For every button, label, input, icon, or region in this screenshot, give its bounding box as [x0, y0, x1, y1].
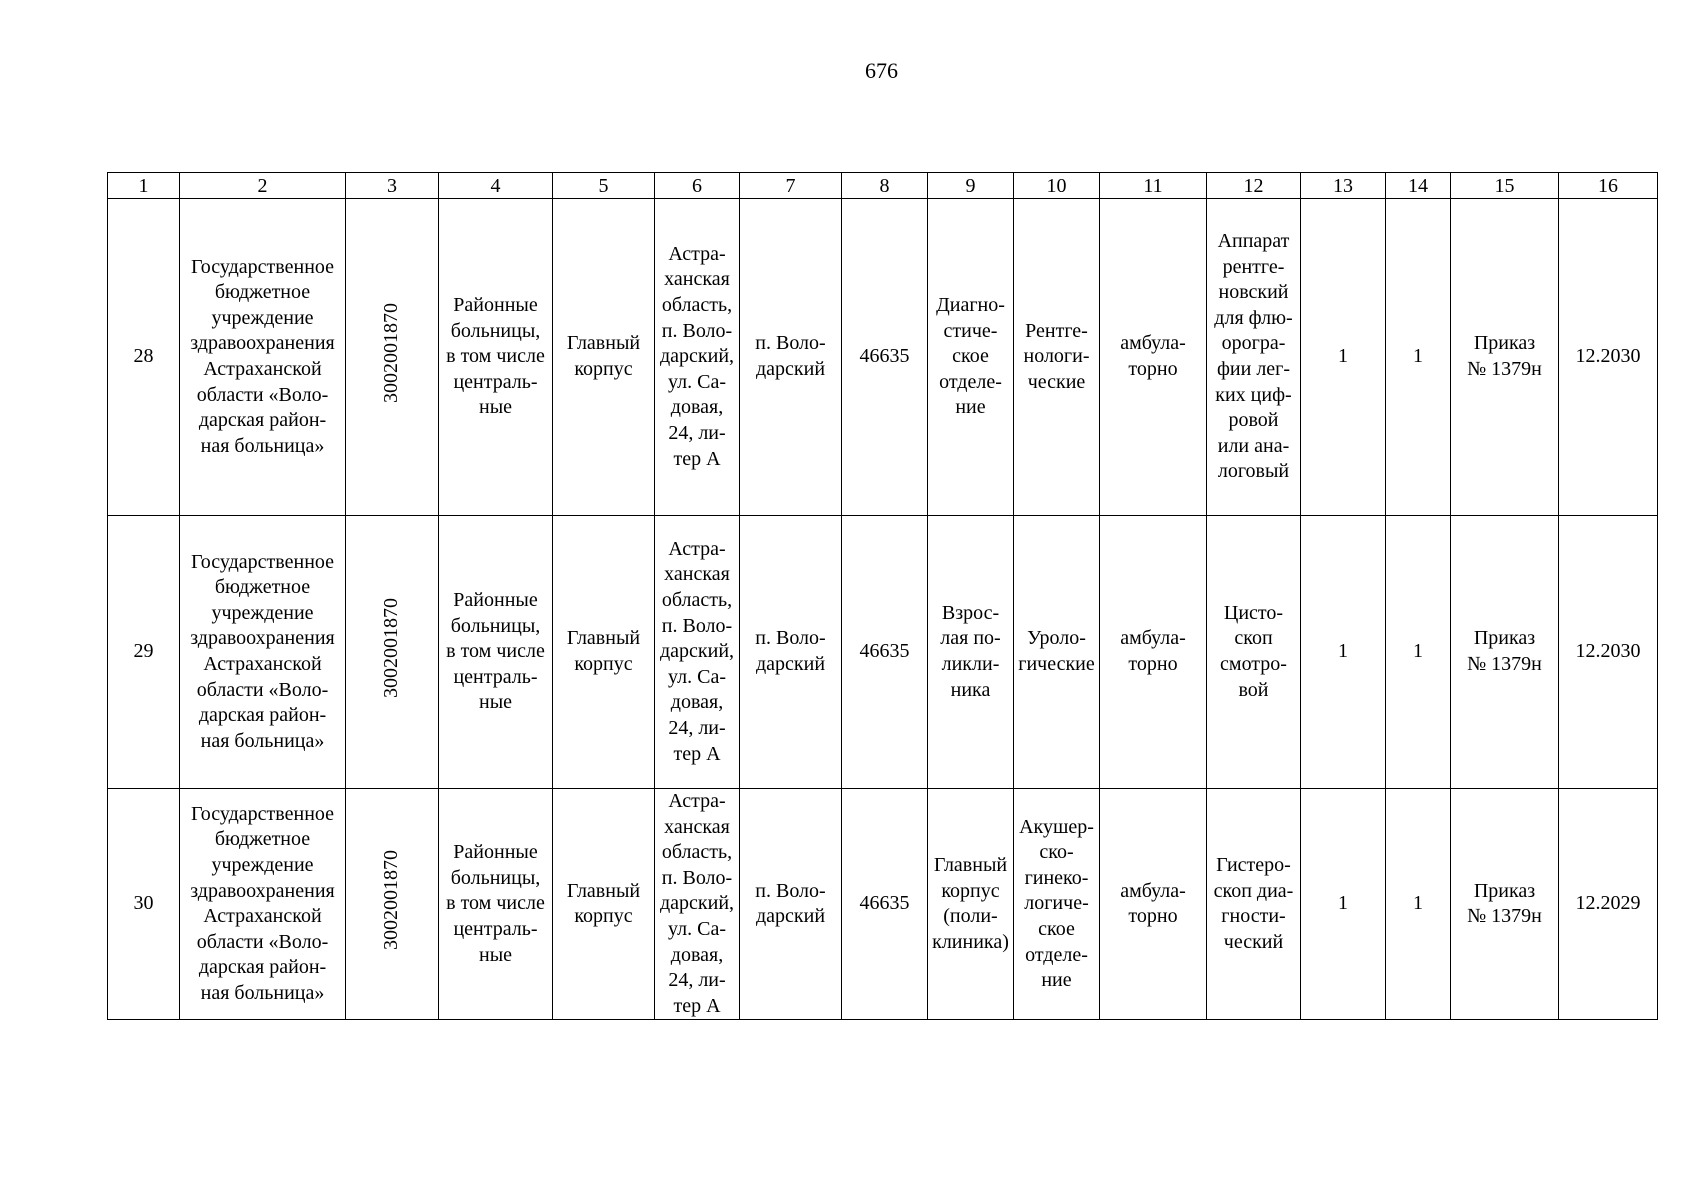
row-number-cell: 29: [108, 516, 180, 789]
column-number: 2: [180, 173, 346, 199]
facility-type-cell: Районные больницы, в том числе централь- ные: [439, 516, 553, 789]
table-row: [108, 199, 1658, 516]
facility-type-cell: Районные больницы, в том числе централь- ные: [439, 199, 553, 516]
column-number: 16: [1559, 173, 1658, 199]
equipment-cell: Цисто- скоп смотро- вой: [1207, 516, 1301, 789]
order-cell: Приказ № 1379н: [1451, 516, 1559, 789]
settlement-cell: п. Воло- дарский: [740, 199, 842, 516]
inn-cell: [346, 789, 439, 1020]
settlement-cell: п. Воло- дарский: [740, 516, 842, 789]
column-number: 3: [346, 173, 439, 199]
inn-text: 3002001870: [380, 598, 403, 699]
quantity-cell: 1: [1386, 789, 1451, 1020]
equipment-table: [107, 172, 1658, 1020]
date-cell: 12.2030: [1559, 199, 1658, 516]
column-number: 4: [439, 173, 553, 199]
code-cell: 46635: [842, 199, 928, 516]
inn-text: 3002001870: [380, 303, 403, 404]
care-form-cell: амбула- торно: [1100, 516, 1207, 789]
column-number: 5: [553, 173, 655, 199]
profile-cell: Уроло- гические: [1014, 516, 1100, 789]
building-cell: Главный корпус: [553, 516, 655, 789]
date-cell: 12.2030: [1559, 516, 1658, 789]
profile-cell: Акушер- ско- гинеко- логиче- ское отделе- ние: [1014, 789, 1100, 1020]
quantity-cell: 1: [1386, 199, 1451, 516]
department-cell: Диагно- стиче- ское отделе- ние: [928, 199, 1014, 516]
equipment-cell: Аппарат рентге- новский для флю- орогра- фии лег- ких циф- ровой или ана- логовый: [1207, 199, 1301, 516]
profile-cell: Рентге- нологи- ческие: [1014, 199, 1100, 516]
department-cell: Главный корпус (поли- клиника): [928, 789, 1014, 1020]
column-number: 6: [655, 173, 740, 199]
facility-type-cell: Районные больницы, в том числе централь- ные: [439, 789, 553, 1020]
column-number: 10: [1014, 173, 1100, 199]
organization-cell: Государственное бюджетное учреждение здравоохранения Астраханской области «Воло- дарская район- ная больница»: [180, 789, 346, 1020]
address-cell: Астра- ханская область, п. Воло- дарский, ул. Са- довая, 24, ли- тер А: [655, 789, 740, 1020]
care-form-cell: амбула- торно: [1100, 199, 1207, 516]
code-cell: 46635: [842, 516, 928, 789]
building-cell: Главный корпус: [553, 789, 655, 1020]
column-number: 14: [1386, 173, 1451, 199]
quantity-cell: 1: [1301, 789, 1386, 1020]
care-form-cell: амбула- торно: [1100, 789, 1207, 1020]
order-cell: Приказ № 1379н: [1451, 789, 1559, 1020]
row-number-cell: 30: [108, 789, 180, 1020]
column-number: 13: [1301, 173, 1386, 199]
column-number: 1: [108, 173, 180, 199]
building-cell: Главный корпус: [553, 199, 655, 516]
address-cell: Астра- ханская область, п. Воло- дарский, ул. Са- довая, 24, ли- тер А: [655, 516, 740, 789]
address-cell: Астра- ханская область, п. Воло- дарский, ул. Са- довая, 24, ли- тер А: [655, 199, 740, 516]
quantity-cell: 1: [1301, 516, 1386, 789]
column-number: 15: [1451, 173, 1559, 199]
equipment-cell: Гистеро- скоп диа- гности- ческий: [1207, 789, 1301, 1020]
organization-cell: Государственное бюджетное учреждение здравоохранения Астраханской области «Воло- дарская район- ная больница»: [180, 199, 346, 516]
column-number: 12: [1207, 173, 1301, 199]
row-number-cell: 28: [108, 199, 180, 516]
inn-cell: [346, 516, 439, 789]
column-number: 8: [842, 173, 928, 199]
organization-cell: Государственное бюджетное учреждение здравоохранения Астраханской области «Воло- дарская район- ная больница»: [180, 516, 346, 789]
table-row: [108, 516, 1658, 789]
code-cell: 46635: [842, 789, 928, 1020]
column-number: 11: [1100, 173, 1207, 199]
quantity-cell: 1: [1386, 516, 1451, 789]
inn-cell: [346, 199, 439, 516]
date-cell: 12.2029: [1559, 789, 1658, 1020]
department-cell: Взрос- лая по- ликли- ника: [928, 516, 1014, 789]
order-cell: Приказ № 1379н: [1451, 199, 1559, 516]
column-number-row: [108, 173, 1658, 199]
quantity-cell: 1: [1301, 199, 1386, 516]
table-row: [108, 789, 1658, 1020]
settlement-cell: п. Воло- дарский: [740, 789, 842, 1020]
inn-text: 3002001870: [380, 850, 403, 951]
column-number: 7: [740, 173, 842, 199]
column-number: 9: [928, 173, 1014, 199]
page-number: 676: [865, 58, 898, 83]
